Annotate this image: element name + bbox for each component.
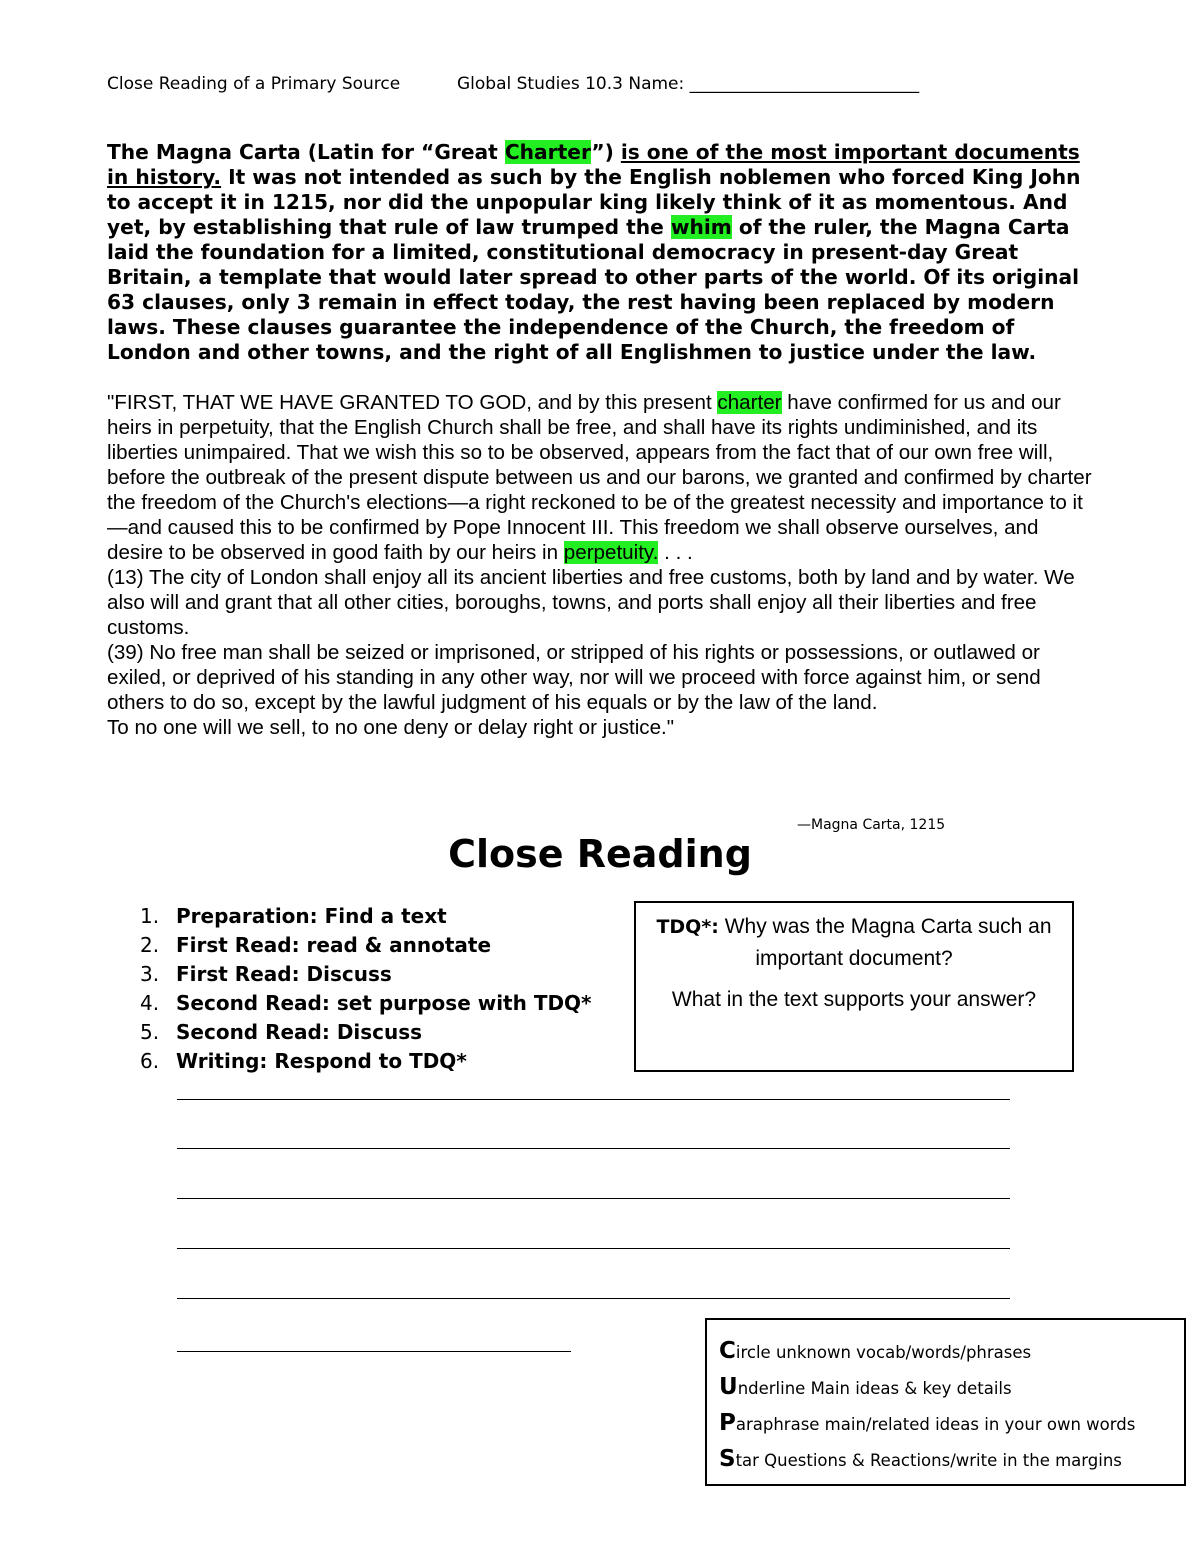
cups-text: nderline Main ideas & key details — [737, 1379, 1012, 1398]
step-number: 3. — [140, 962, 160, 986]
step-text: Second Read: Discuss — [176, 1020, 423, 1044]
cups-text: tar Questions & Reactions/write in the margins — [735, 1451, 1122, 1470]
tdq-box — [634, 901, 1074, 1072]
tdq-question-text: Why was the Magna Carta such an important document? — [718, 915, 1052, 970]
quote-closing: To no one will we sell, to no one deny or delay right or justice." — [107, 716, 675, 739]
highlight-charter-2: charter — [717, 391, 782, 414]
cups-letter: C — [719, 1338, 736, 1364]
step-text: Preparation: Find a text — [176, 904, 447, 928]
cups-item-circle — [719, 1338, 1184, 1374]
answer-line[interactable] — [177, 1148, 1010, 1149]
intro-text-1: The Magna Carta (Latin for “Great — [107, 140, 505, 164]
header-title: Close Reading of a Primary Source — [107, 74, 401, 94]
quote-text-1b: have confirmed for us and our heirs in perpetuity, that the English Church shall be free, and shall have its rights undiminished, and its liberties unimpaired. That we wish this so to be observed, appears from the fact that of our own free will, before the outbreak of the present dispute between us and our barons, we granted and confirmed by charter the freedom of the Church's elections—a right reckoned to be of the greatest necessity and importance to it—and caused this to be confirmed by Pope Innocent III. This freedom we shall observe ourselves, and desire to be observed in good faith by our heirs in — [107, 391, 1092, 564]
cups-item-underline — [719, 1374, 1184, 1410]
highlight-perpetuity: perpetuity. — [563, 541, 659, 564]
cups-text: ircle unknown vocab/words/phrases — [735, 1343, 1032, 1362]
step-text: Second Read: set purpose with TDQ* — [176, 991, 592, 1015]
list-item — [140, 1018, 592, 1047]
cups-item-paraphrase — [719, 1410, 1184, 1446]
intro-text-4: of the ruler, the Magna Carta laid the foundation for a limited, constitutional democracy in present-day Great Britain, a template that would later spread to other parts of the world. Of its original 63 clauses, only 3 remain in effect today, the rest having been replaced by modern laws. These clauses guarantee the independence of the Church, the freedom of London and other towns, and the right of all Englishmen to justice under the law. — [107, 215, 1080, 364]
quote-clause-1 — [107, 390, 1097, 565]
intro-text-2: ”) — [591, 140, 621, 164]
cups-letter: S — [719, 1446, 736, 1472]
step-number: 5. — [140, 1020, 160, 1044]
cups-text: araphrase main/related ideas in your own words — [735, 1415, 1136, 1434]
cups-item-star — [719, 1446, 1184, 1482]
step-text: First Read: Discuss — [176, 962, 392, 986]
tdq-label: TDQ*: — [656, 916, 719, 938]
cups-letter: U — [719, 1374, 738, 1400]
answer-line[interactable] — [177, 1099, 1010, 1100]
step-text: First Read: read & annotate — [176, 933, 492, 957]
intro-paragraph — [107, 140, 1092, 365]
quote-clause-13: (13) The city of London shall enjoy all its ancient liberties and free customs, both by land and by water. We also will and grant that all other cities, boroughs, towns, and ports shall enjoy all their liberties and free customs. — [107, 566, 1075, 639]
step-number: 2. — [140, 933, 160, 957]
step-number: 1. — [140, 904, 160, 928]
list-item — [140, 960, 592, 989]
cups-letter: P — [719, 1410, 736, 1436]
tdq-followup: What in the text supports your answer? — [671, 988, 1037, 1011]
quote-text-1c: . . . — [658, 541, 693, 564]
step-text: Writing: Respond to TDQ* — [176, 1049, 467, 1073]
step-number: 6. — [140, 1049, 160, 1073]
answer-line[interactable] — [177, 1351, 571, 1352]
step-number: 4. — [140, 991, 160, 1015]
intro-text-3: It was not intended as such by the English noblemen who forced King John to accept it in 1215, nor did the unpopular king likely think of it as momentous. And yet, by establishing that rule of law trumped the — [107, 165, 1081, 239]
answer-line[interactable] — [177, 1248, 1010, 1249]
list-item — [140, 1047, 592, 1076]
quote-attribution: —Magna Carta, 1215 — [797, 817, 946, 833]
highlight-charter: Charter — [504, 140, 592, 164]
list-item — [140, 931, 592, 960]
page-header — [107, 74, 920, 94]
header-course-name: Global Studies 10.3 Name: ___________________________ — [457, 74, 920, 94]
primary-source-quote — [107, 390, 1097, 740]
underlined-main-idea: is one of the most important documents in history. — [107, 140, 1080, 189]
answer-line[interactable] — [177, 1298, 1010, 1299]
answer-line[interactable] — [177, 1198, 1010, 1199]
tdq-question — [636, 911, 1072, 974]
section-title: Close Reading — [448, 832, 752, 876]
cups-annotation-box — [705, 1318, 1186, 1486]
quote-text-1a: "FIRST, THAT WE HAVE GRANTED TO GOD, and by this present — [107, 391, 718, 414]
list-item — [140, 902, 592, 931]
list-item — [140, 989, 592, 1018]
steps-list — [140, 902, 592, 1076]
quote-clause-39: (39) No free man shall be seized or imprisoned, or stripped of his rights or possessions, or outlawed or exiled, or deprived of his standing in any other way, nor will we proceed with force against him, or send others to do so, except by the lawful judgment of his equals or by the law of the land. — [107, 641, 1041, 714]
highlight-whim: whim — [670, 215, 732, 239]
